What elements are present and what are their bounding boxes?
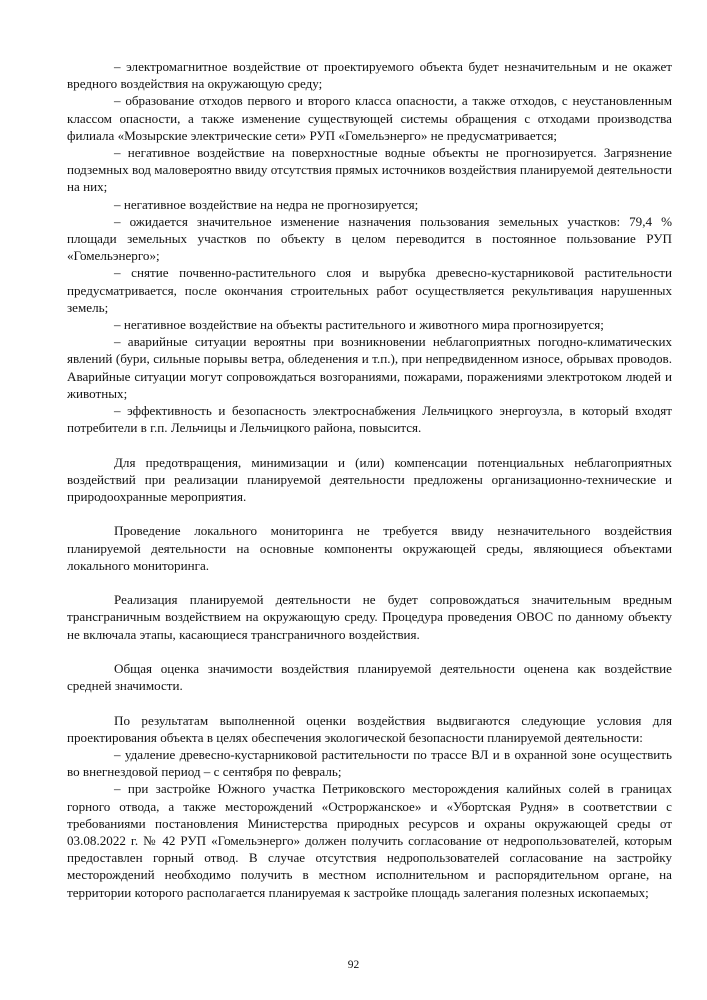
page-body xyxy=(67,58,672,901)
list-item-electromagnetic-impact: – электромагнитное воздействие от проектируемого объекта будет незначительным и не окажет вредного воздействия на окружающую среду; xyxy=(67,59,672,92)
list-item-deposit-development-approval: – при застройке Южного участка Петриковского месторождения калийных солей в границах горного отвода, а также месторождений «Остроржанское» и «Убортская Рудня» в соответствии с требованиями постановления Министерства природных ресурсов и охраны окружающей среды от 03.08.2022 г. № 42 РУП «Гомельэнерго» должен получить согласование от недропользователей, которым предоставлен горный отвод. В случае отсутствия недропользователей согласование на застройку месторождений необходимо получить в местном исполнительном и распорядительном органе, на территории которого располагается планируемая к застройке площадь залегания полезных ископаемых; xyxy=(67,781,672,900)
list-item-flora-fauna-impact: – негативное воздействие на объекты растительного и животного мира прогнозируется; xyxy=(114,317,604,333)
list-item-land-use-change: – ожидается значительное изменение назначения пользования земельных участков: 79,4 % площади земельных участков по объекту в целом переводится в постоянное пользование РУП «Гомельэнерго»; xyxy=(67,213,672,264)
list-item-surface-water-impact: – негативное воздействие на поверхностные водные объекты не прогнозируется. Загрязнение подземных вод маловероятно ввиду отсутствия прямых источников воздействия планируемой деятельности на них; xyxy=(67,145,672,195)
list-item-power-supply-efficiency: – эффективность и безопасность электроснабжения Лельчицкого энергоузла, в который входят потребители в г.п. Лельчицы и Лельчицкого района, повысится. xyxy=(67,403,672,436)
paragraph-local-monitoring: Проведение локального мониторинга не требуется ввиду незначительного воздействия планируемой деятельности на основные компоненты окружающей среды, являющиеся объектами локального мониторинга. xyxy=(67,523,672,573)
list-item-subsoil-impact: – негативное воздействие на недра не прогнозируется; xyxy=(114,196,419,212)
paragraph-overall-assessment: Общая оценка значимости воздействия планируемой деятельности оценена как воздействие средней значимости. xyxy=(67,661,672,694)
list-item-emergency-situations: – аварийные ситуации вероятны при возникновении неблагоприятных погодно-климатических явлений (бури, сильные порывы ветра, обледенения и т.п.), при непредвиденном износе, обрывах проводов. Аварийные ситуации могут сопровождаться возгораниями, пожарами, поражениями электротоком людей и животных; xyxy=(67,334,672,401)
list-item-soil-removal: – снятие почвенно-растительного слоя и вырубка древесно-кустарниковой растительности предусматривается, после окончания строительных работ осуществляется рекультивация нарушенных земель; xyxy=(67,265,672,315)
page-number: 92 xyxy=(347,959,360,971)
list-item-vegetation-removal-period: – удаление древесно-кустарниковой растительности по трассе ВЛ и в охранной зоне осуществить во внегнездовой период – с сентября по февраль; xyxy=(67,747,672,780)
paragraph-design-conditions: По результатам выполненной оценки воздействия выдвигаются следующие условия для проектирования объекта в целях обеспечения экологической безопасности планируемой деятельности: xyxy=(67,712,672,745)
paragraph-transboundary-impact: Реализация планируемой деятельности не будет сопровождаться значительным вредным трансграничным воздействием на окружающую среду. Процедура проведения ОВОС по данному объекту не включала этапы, касающиеся трансграничного воздействия. xyxy=(67,592,672,642)
paragraph-mitigation-measures: Для предотвращения, минимизации и (или) компенсации потенциальных неблагоприятных воздействий при реализации планируемой деятельности предложены организационно-технические и природоохранные мероприятия. xyxy=(67,454,672,505)
list-item-waste-formation: – образование отходов первого и второго класса опасности, а также отходов, с неустановленным классом опасности, а также изменение существующей системы обращения с отходами производства филиала «Мозырские электрические сети» РУП «Гомельэнерго» не предусматривается; xyxy=(67,93,672,143)
